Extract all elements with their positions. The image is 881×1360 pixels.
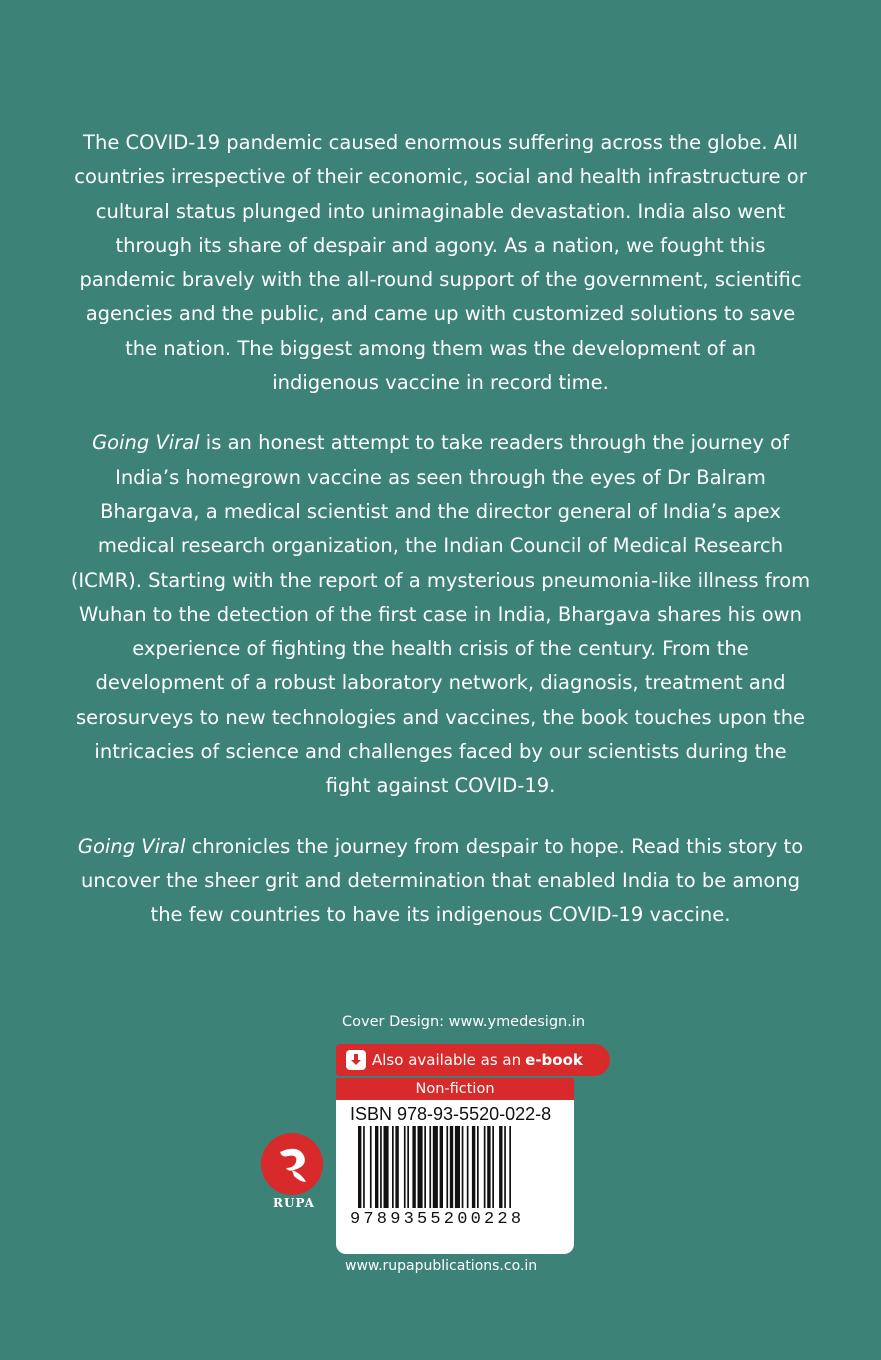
isbn-digits: 9789355200228 (350, 1210, 525, 1229)
barcode-bar (358, 1126, 361, 1208)
barcode-bar (462, 1126, 464, 1208)
barcode-bar (418, 1126, 423, 1208)
barcode-bar (392, 1126, 394, 1208)
barcode (358, 1126, 558, 1212)
publisher-website: www.rupapublications.co.in (345, 1258, 538, 1274)
barcode-bar (472, 1126, 475, 1208)
barcode-bar (499, 1126, 502, 1208)
barcode-bar (433, 1126, 438, 1208)
barcode-bar (450, 1126, 453, 1208)
barcode-bar (467, 1126, 469, 1208)
barcode-bar (424, 1126, 426, 1208)
download-icon (346, 1050, 366, 1070)
barcode-bar (492, 1126, 494, 1208)
ebook-banner (336, 1044, 610, 1076)
publisher-name: RUPA (273, 1196, 315, 1210)
barcode-bar (455, 1126, 460, 1208)
cover-design-credit: Cover Design: www.ymedesign.in (342, 1014, 586, 1030)
barcode-bar (477, 1126, 479, 1208)
blurb-paragraph-3-text: chronicles the journey from despair to hope. Read this story to uncover the sheer grit and determination that enabled India to be among the few countries to have its indigenous COVID-19 vaccine. (80, 834, 804, 927)
barcode-bar (370, 1126, 372, 1208)
barcode-bar (375, 1126, 378, 1208)
book-title-italic: Going Viral (77, 834, 186, 858)
rupa-logo (258, 1130, 326, 1198)
barcode-bar (484, 1126, 486, 1208)
barcode-bar (404, 1126, 406, 1208)
barcode-box (336, 1100, 574, 1254)
barcode-bar (429, 1126, 431, 1208)
blurb-paragraph-3 (70, 830, 811, 933)
barcode-bar (395, 1126, 398, 1208)
barcode-bar (407, 1126, 409, 1208)
blurb-text (70, 126, 811, 959)
barcode-bar (384, 1126, 389, 1208)
barcode-bar (380, 1126, 382, 1208)
book-title-italic: Going Viral (92, 431, 200, 455)
isbn-label: ISBN 978-93-5520-022-8 (350, 1104, 552, 1124)
barcode-bar (509, 1126, 511, 1208)
genre-label: Non-fiction (336, 1078, 574, 1100)
ebook-text: Also available as an (372, 1051, 522, 1069)
barcode-bar (487, 1126, 490, 1208)
blurb-paragraph-2-text: is an honest attempt to take readers through the journey of India’s homegrown vaccine as seen through the eyes of Dr Balram Bhargava, a medical scientist and the director general of India’s apex medical research organization, the Indian Council of Medical Research (ICMR). Starting with the report of a mysterious pneumonia-like illness from Wuhan to the detection of the first case in India, Bhargava shares his own experience of fighting the health crisis of the century. From the development of a robust laboratory network, diagnosis, treatment and serosurveys to new technologies and vaccines, the book touches upon the intricacies of science and challenges faced by our scientists during the fight against COVID-19. (70, 431, 811, 798)
barcode-bar (363, 1126, 365, 1208)
barcode-bar (440, 1126, 443, 1208)
blurb-paragraph-2 (70, 426, 811, 803)
barcode-bar (504, 1126, 506, 1208)
ebook-bold-text: e-book (525, 1051, 583, 1069)
blurb-paragraph-1: The COVID-19 pandemic caused enormous suffering across the globe. All countries irrespective of their economic, social and health infrastructure or cultural status plunged into unimaginable devastation. India also went through its share of despair and agony. As a nation, we fought this pandemic bravely with the all-round support of the government, scientific agencies and the public, and came up with customized solutions to save the nation. The biggest among them was the development of an indigenous vaccine in record time. (74, 131, 807, 395)
barcode-bar (446, 1126, 448, 1208)
barcode-bar (412, 1126, 415, 1208)
